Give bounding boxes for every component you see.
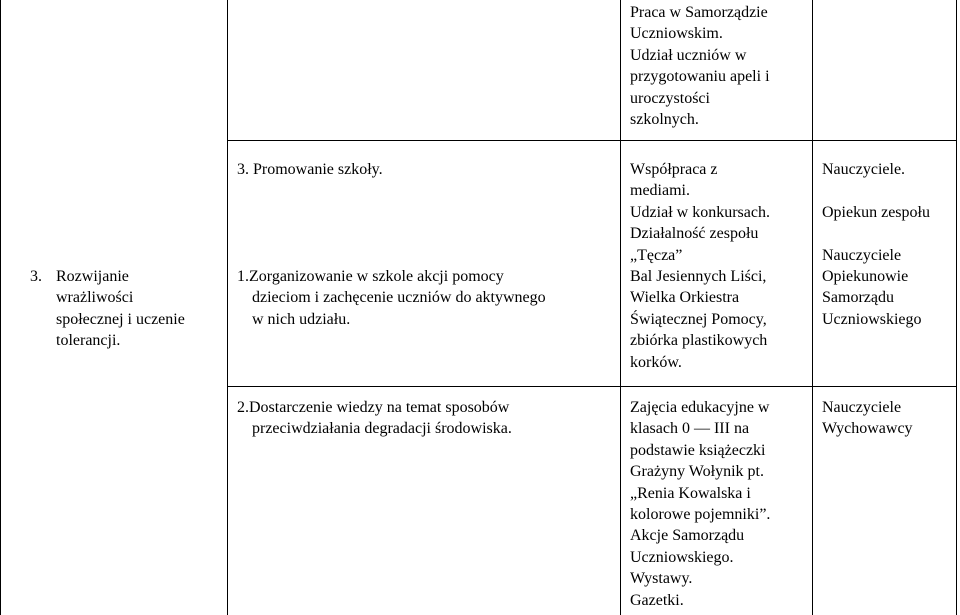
col-divider-3 xyxy=(812,0,813,615)
activity-promowanie-text: Współpraca z mediami. Udział w konkursach. Działalność zespołu „Tęcza” Bal Jesiennych Liści, Wielka Orkiestra Świątecznej Pomocy, zbiórka plastikowych korków. xyxy=(630,161,770,371)
task-1-text: 1.Zorganizowanie w szkole akcji pomocy dzieciom i zachęcenie uczniów do aktywnego w nich udziału. xyxy=(237,268,546,328)
row-divider-1 xyxy=(228,140,956,141)
activity-samorzad-text: Praca w Samorządzie Uczniowskim. Udział uczniów w przygotowaniu apeli i uroczystości szkolnych. xyxy=(630,4,770,129)
activity-task-2-text: Zajęcia edukacyjne w klasach 0 — III na podstawie książeczki Grażyny Wołynik pt. „Renia Kowalska i kolorowe pojemniki”. Akcje Samorządu Uczniowskiego. Wystawy. Gazetki. xyxy=(630,399,771,609)
col-divider-1 xyxy=(227,0,228,615)
col-divider-2 xyxy=(620,0,621,615)
section-title: Rozwijanie wrażliwości społecznej i uczenie tolerancji. xyxy=(56,268,185,350)
responsible-task-2-text: Nauczyciele Wychowawcy xyxy=(822,399,913,438)
table-border-left xyxy=(0,0,1,615)
row-divider-2 xyxy=(228,386,956,387)
table-border-right xyxy=(956,0,957,615)
responsible-promowanie-text: Nauczyciele. Opiekun zespołu Nauczyciele Opiekunowie Samorządu Uczniowskiego xyxy=(822,161,930,328)
task-promowanie: 3. Promowanie szkoły. xyxy=(237,161,383,178)
section-number: 3. xyxy=(30,268,42,285)
task-2-text: 2.Dostarczenie wiedzy na temat sposobów przeciwdziałania degradacji środowiska. xyxy=(237,399,512,438)
